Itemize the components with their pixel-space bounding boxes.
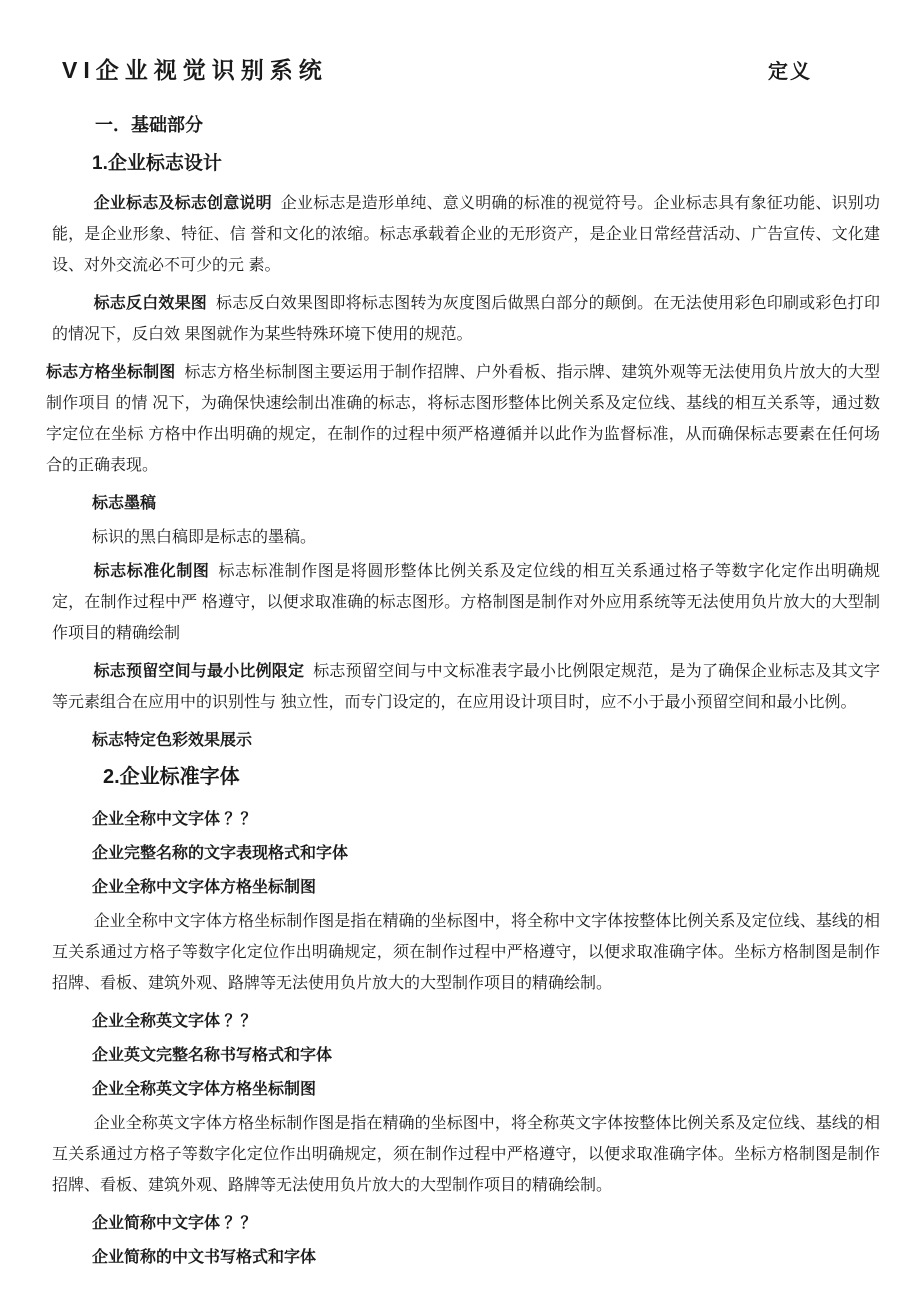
paragraph-body-reverse-white: 标志反白效果图即将标志图转为灰度图后做黑白部分的颠倒。在无法使用彩色印刷或彩色打印的情况下，反白效 果图就作为某些特殊环境下使用的规范。: [52, 295, 880, 343]
line-abbr-chinese-format: 企业简称的中文书写格式和字体: [92, 1249, 317, 1266]
paragraph-lead-reserved-space: 标志预留空间与最小比例限定: [93, 663, 305, 680]
paragraph-body-standard-drawing: 标志标准制作图是将圆形整体比例关系及定位线的相互关系通过格子等数字化定作出明确规定，在制作过程中严 格遵守，以便求取准确的标志图形。方格制图是制作对外应用系统等无法使用负片放大的大型制作项目的精确绘制: [52, 563, 880, 642]
paragraph-lead-standard-drawing: 标志标准化制图: [93, 563, 210, 580]
line-full-english-font: 企业全称英文字体 ？？: [92, 1013, 257, 1030]
line-english-font-grid-title: 企业全称英文字体方格坐标制图: [92, 1081, 317, 1098]
subsection-heading-logo-design: 1.企业标志设计: [92, 153, 222, 174]
document-header: [52, 52, 880, 85]
definition-label: 定义: [768, 61, 812, 83]
paragraph-chinese-font-grid: [52, 906, 880, 999]
line-english-name-format: 企业英文完整名称书写格式和字体: [92, 1047, 333, 1064]
paragraph-body-reserved-space: 标志预留空间与中文标准表字最小比例限定规范，是为了确保企业标志及其文字等元素组合在应用中的识别性与 独立性，而专门设定的，在应用设计项目时，应不小于最小预留空间和最小比例。: [52, 663, 880, 711]
paragraph-logo-creative-description: [52, 188, 880, 281]
line-ink-draft-note: 标识的黑白稿即是标志的墨稿。: [92, 529, 317, 546]
line-chinese-font-grid-title: 企业全称中文字体方格坐标制图: [92, 879, 317, 896]
paragraph-logo-grid-drawing: [46, 357, 880, 481]
line-full-name-format: 企业完整名称的文字表现格式和字体: [92, 845, 349, 862]
line-abbr-chinese-font: 企业简称中文字体 ？？: [92, 1215, 257, 1232]
paragraph-lead-grid-drawing: 标志方格坐标制图: [46, 364, 176, 381]
paragraph-english-font-grid: [52, 1108, 880, 1201]
paragraph-logo-reverse-white: [52, 288, 880, 350]
paragraph-lead-reverse-white: 标志反白效果图: [93, 295, 207, 312]
paragraph-body-chinese-font-grid: 企业全称中文字体方格坐标制作图是指在精确的坐标图中，将全称中文字体按整体比例关系及定位线、基线的相 互关系通过方格子等数字化定位作出明确规定，须在制作过程中严格遵守，以便求取准确字体。坐标方格制图是制作 招牌、看板、建筑外观、路牌等无法使用负片放大的大型制作项目的精确绘制。: [52, 913, 880, 992]
line-logo-color-effect: 标志特定色彩效果展示: [92, 732, 253, 749]
paragraph-lead-logo-creative: 企业标志及标志创意说明: [93, 195, 272, 212]
paragraph-body-grid-drawing: 标志方格坐标制图主要运用于制作招牌、户外看板、指示牌、建筑外观等无法使用负片放大的大型制作项目 的情 况下，为确保快速绘制出准确的标志，将标志图形整体比例关系及定位线、基线的相互关系等，通过数字定位在坐标 方格中作出明确的规定，在制作的过程中须严格遵循并以此作为监督标准，从而确保标志要素在任何场合的正确表现。: [46, 364, 880, 474]
section-heading-basic-part: 一．基础部分: [95, 115, 203, 135]
paragraph-logo-reserved-space: [52, 656, 880, 718]
paragraph-logo-standard-drawing: [52, 556, 880, 649]
paragraph-body-logo-creative: 企业标志是造形单纯、意义明确的标准的视觉符号。企业标志具有象征功能、识别功能，是企业形象、特征、信 誉和文化的浓缩。标志承载着企业的无形资产，是企业日常经营活动、广告宣传、文化建设、对外交流必不可少的元 素。: [52, 195, 880, 274]
document-title: VI企业视觉识别系统: [62, 57, 328, 83]
subsection-heading-standard-font: 2.企业标准字体: [103, 766, 240, 788]
line-logo-ink-draft: 标志墨稿: [92, 495, 157, 512]
paragraph-body-english-font-grid: 企业全称英文字体方格坐标制作图是指在精确的坐标图中，将全称英文字体按整体比例关系及定位线、基线的相互关系通过方格子等数字化定位作出明确规定，须在制作过程中严格遵守，以便求取准确字体。坐标方格制图是制作 招牌、看板、建筑外观、路牌等无法使用负片放大的大型制作项目的精确绘制。: [52, 1115, 880, 1194]
line-full-chinese-font: 企业全称中文字体 ？？: [92, 811, 257, 828]
